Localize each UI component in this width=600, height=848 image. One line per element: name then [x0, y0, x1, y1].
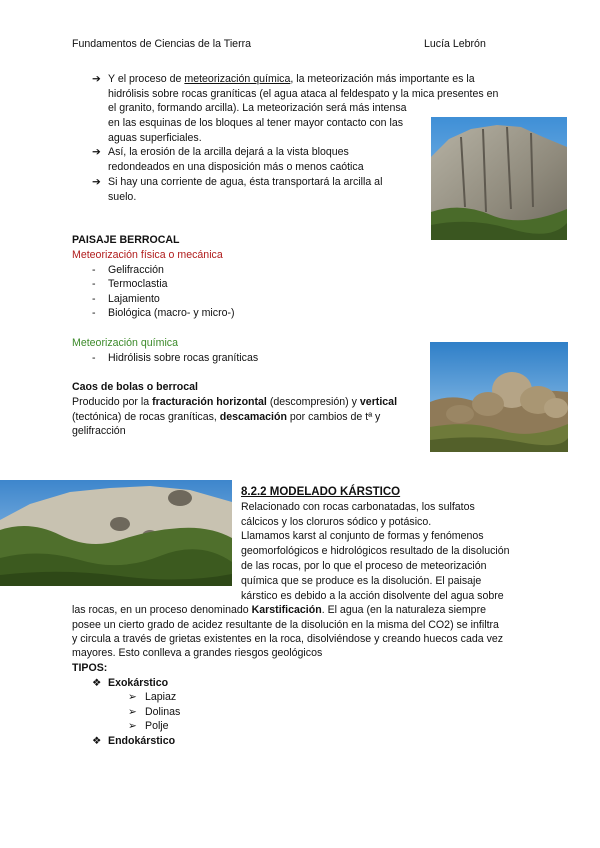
- bullet-1-line-1: [108, 72, 475, 87]
- endokarstico-label: Endokárstico: [108, 735, 176, 747]
- exokarstico-label: Exokárstico: [108, 677, 169, 689]
- arrow-bullet-icon: ➔: [92, 146, 101, 158]
- modelado-karstico-heading: 8.2.2 MODELADO KÁRSTICO: [241, 486, 401, 498]
- karst-line-4: geomorfológicos e hidrológicos resultado de la disolución: [241, 545, 510, 557]
- karst-line-6: química que se produce es la disolución. El paisaje: [241, 575, 482, 587]
- fracturacion-horizontal-bold: fracturación horizontal: [152, 396, 267, 408]
- text-fragment: las rocas, en un proceso denominado: [72, 604, 252, 616]
- header-left: Fundamentos de Ciencias de la Tierra: [72, 38, 252, 50]
- granite-cliff-photo: [431, 117, 567, 240]
- bullet-2-line-2: redondeados en una disposición más o menos caótica: [108, 161, 364, 173]
- bullet-3-line-1: Si hay una corriente de agua, ésta transportará la arcilla al: [108, 176, 383, 188]
- meteorizacion-fisica-heading: Meteorización física o mecánica: [72, 249, 223, 261]
- paisaje-berrocal-title: PAISAJE BERROCAL: [72, 234, 180, 246]
- quimica-item: Hidrólisis sobre rocas graníticas: [108, 352, 259, 364]
- arrow-bullet-icon: ➔: [92, 176, 101, 188]
- bullet-2-line-1: Así, la erosión de la arcilla dejará a la vista bloques: [108, 146, 349, 158]
- fisica-item: Gelifracción: [108, 264, 164, 276]
- caos-line-2: [72, 410, 380, 425]
- dash-bullet: -: [92, 293, 96, 305]
- bullet-1-line-5: aguas superficiales.: [108, 132, 202, 144]
- karst-line-10: y circula a través de grietas existentes en la roca, disolviéndose y creando huecos cada vez: [72, 633, 504, 645]
- karst-line-1: Relacionado con rocas carbonatadas, los sulfatos: [241, 501, 475, 513]
- diamond-bullet-icon: ❖: [92, 735, 102, 747]
- fisica-item: Termoclastia: [108, 278, 168, 290]
- karstificacion-bold: Karstificación: [251, 604, 322, 616]
- karst-line-3: Llamamos karst al conjunto de formas y fenómenos: [241, 530, 484, 542]
- fisica-item: Biológica (macro- y micro-): [108, 307, 235, 319]
- dash-bullet: -: [92, 307, 96, 319]
- arrowhead-bullet-icon: ➢: [128, 706, 137, 718]
- karst-line-5: de las rocas, por lo que el proceso de meteorización: [241, 560, 487, 572]
- exo-item: Polje: [145, 720, 169, 732]
- vertical-bold: vertical: [359, 396, 398, 408]
- meteorizacion-quimica-link[interactable]: meteorización química: [184, 73, 291, 85]
- text-fragment: (descompresión) y: [266, 396, 360, 408]
- karst-line-9: posee un cierto grado de acidez resultante de la disolución en la misma del CO2) se infiltra: [72, 619, 499, 631]
- karst-line-8: [72, 603, 486, 618]
- text-fragment: . El agua (en la naturaleza siempre: [321, 604, 486, 616]
- karst-mountain-photo: [0, 480, 232, 586]
- exo-item: Lapiaz: [145, 691, 177, 703]
- arrowhead-bullet-icon: ➢: [128, 720, 137, 732]
- berrocal-boulders-photo: [430, 342, 568, 452]
- text-fragment: por cambios de tª y: [286, 411, 381, 423]
- diamond-bullet-icon: ❖: [92, 677, 102, 689]
- text-fragment: (tectónica) de rocas graníticas,: [72, 411, 220, 423]
- bullet-1-line-4: en las esquinas de los bloques al tener mayor contacto con las: [108, 117, 404, 129]
- text-fragment: Producido por la: [72, 396, 153, 408]
- arrow-bullet-icon: ➔: [92, 73, 101, 85]
- bullet-1-line-2: hidrólisis sobre rocas graníticas (el agua ataca al feldespato y la mica presentes en: [108, 88, 499, 100]
- bullet-1-line-3: el granito, formando arcilla). La meteorización será más intensa: [108, 102, 407, 114]
- karst-line-11: mayores. Esto conlleva a grandes riesgos geológicos: [72, 647, 323, 659]
- dash-bullet: -: [92, 264, 96, 276]
- header-right: Lucía Lebrón: [424, 38, 486, 50]
- karst-line-7: kárstico es debido a la acción disolvente del agua sobre: [241, 590, 504, 602]
- dash-bullet: -: [92, 278, 96, 290]
- caos-line-1: [72, 395, 397, 410]
- dash-bullet: -: [92, 352, 96, 364]
- exo-item: Dolinas: [145, 706, 181, 718]
- tipos-title: TIPOS:: [72, 662, 108, 674]
- caos-line-3: gelifracción: [72, 425, 126, 437]
- text-fragment: , la meteorización más importante es la: [290, 73, 475, 85]
- karst-line-2: cálcicos y los cloruros sódico y potásico.: [241, 516, 432, 528]
- meteorizacion-quimica-heading: Meteorización química: [72, 337, 178, 349]
- text-fragment: Y el proceso de: [108, 73, 185, 85]
- descamacion-bold: descamación: [219, 411, 287, 423]
- arrowhead-bullet-icon: ➢: [128, 691, 137, 703]
- fisica-item: Lajamiento: [108, 293, 160, 305]
- caos-de-bolas-title: Caos de bolas o berrocal: [72, 381, 198, 393]
- bullet-3-line-2: suelo.: [108, 191, 137, 203]
